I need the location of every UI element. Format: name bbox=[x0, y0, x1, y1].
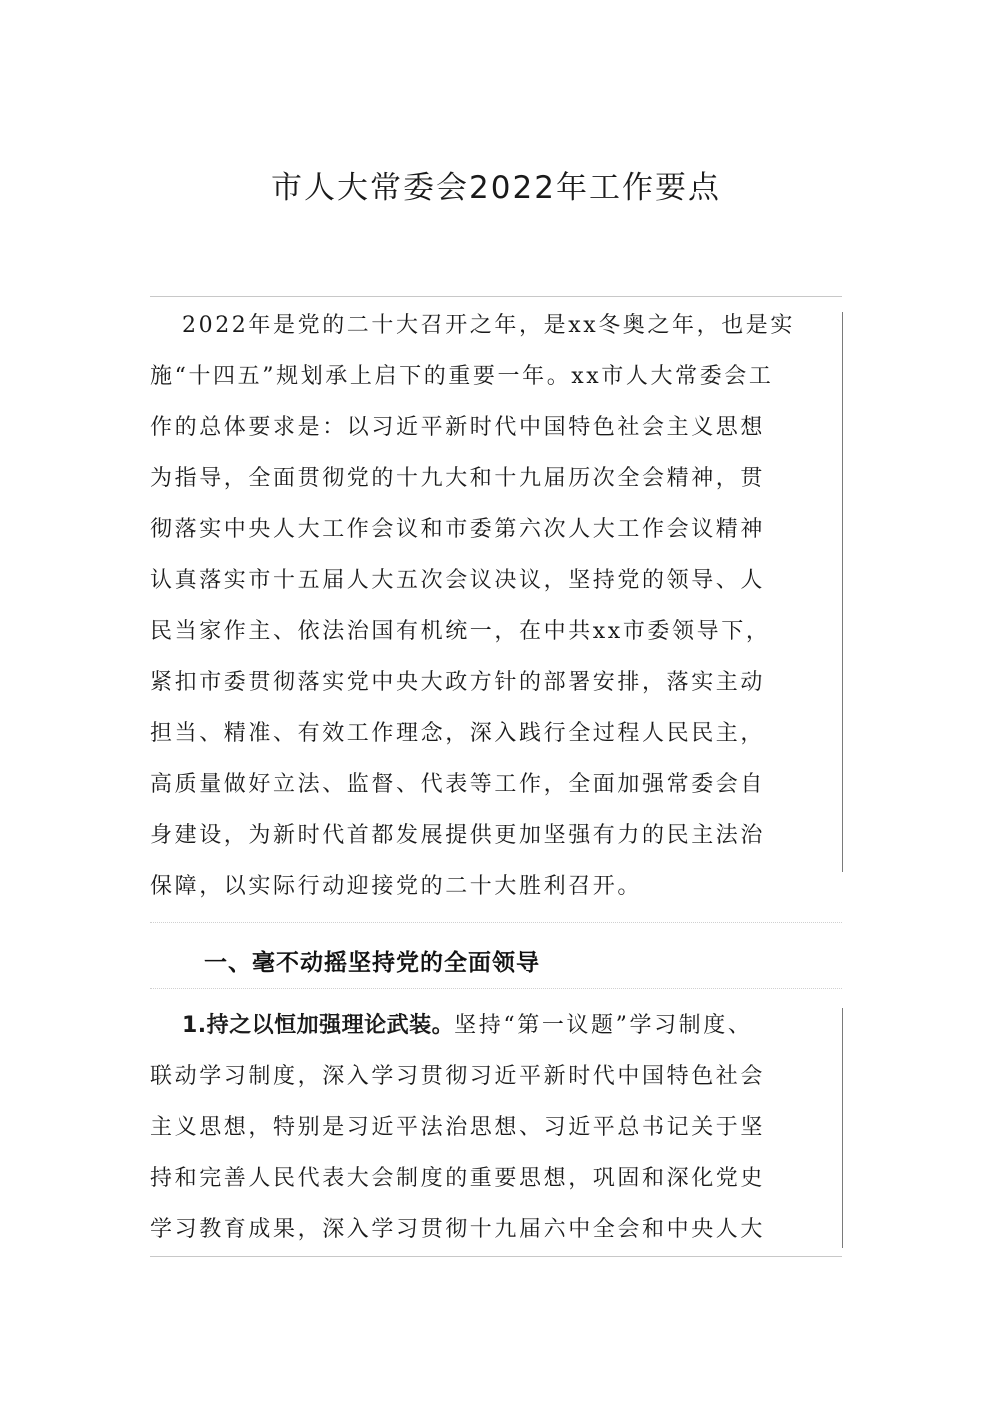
intro-line: 作的总体要求是：以习近平新时代中国特色社会主义思想 bbox=[150, 415, 766, 440]
item-1-line: 联动学习制度，深入学习贯彻习近平新时代中国特色社会 bbox=[150, 1064, 766, 1089]
item-1-paragraph bbox=[150, 1000, 842, 1255]
top-divider bbox=[150, 296, 842, 297]
item-1-line: 主义思想，特别是习近平法治思想、习近平总书记关于坚 bbox=[150, 1115, 766, 1140]
intro-line: 保障，以实际行动迎接党的二十大胜利召开。 bbox=[150, 874, 643, 899]
item-1-lead: 1.持之以恒加强理论武装。 bbox=[182, 1013, 455, 1038]
intro-line: 2022年是党的二十大召开之年，是xx冬奥之年，也是实 bbox=[182, 313, 796, 338]
intro-line: 认真落实市十五届人大五次会议决议，坚持党的领导、人 bbox=[150, 568, 766, 593]
right-margin-bar-2 bbox=[842, 1008, 843, 1248]
item-1-line: 持和完善人民代表大会制度的重要思想，巩固和深化党史 bbox=[150, 1166, 766, 1191]
intro-line: 施“十四五”规划承上启下的重要一年。xx市人大常委会工 bbox=[150, 364, 774, 389]
intro-line: 彻落实中央人大工作会议和市委第六次人大工作会议精神 bbox=[150, 517, 766, 542]
right-margin-bar bbox=[842, 312, 843, 872]
section-divider bbox=[150, 922, 842, 923]
document-title: 市人大常委会2022年工作要点 bbox=[271, 170, 721, 206]
section-divider-bottom bbox=[150, 988, 842, 989]
intro-line: 民当家作主、依法治国有机统一，在中共xx市委领导下， bbox=[150, 619, 771, 644]
intro-line: 紧扣市委贯彻落实党中央大政方针的部署安排，落实主动 bbox=[150, 670, 766, 695]
intro-line: 高质量做好立法、监督、代表等工作，全面加强常委会自 bbox=[150, 772, 766, 797]
item-1-line: 学习教育成果，深入学习贯彻十九届六中全会和中央人大 bbox=[150, 1217, 766, 1242]
item-1-first-line bbox=[150, 1000, 842, 1051]
section-heading: 一、毫不动摇坚持党的全面领导 bbox=[204, 950, 540, 976]
item-1-first-line-rest: 坚持“第一议题”学习制度、 bbox=[454, 1013, 753, 1038]
intro-line: 身建设，为新时代首都发展提供更加坚强有力的民主法治 bbox=[150, 823, 766, 848]
intro-line: 担当、精准、有效工作理念，深入践行全过程人民民主， bbox=[150, 721, 766, 746]
bottom-divider bbox=[150, 1256, 842, 1257]
intro-line: 为指导，全面贯彻党的十九大和十九届历次全会精神，贯 bbox=[150, 466, 766, 491]
intro-paragraph bbox=[150, 300, 842, 912]
